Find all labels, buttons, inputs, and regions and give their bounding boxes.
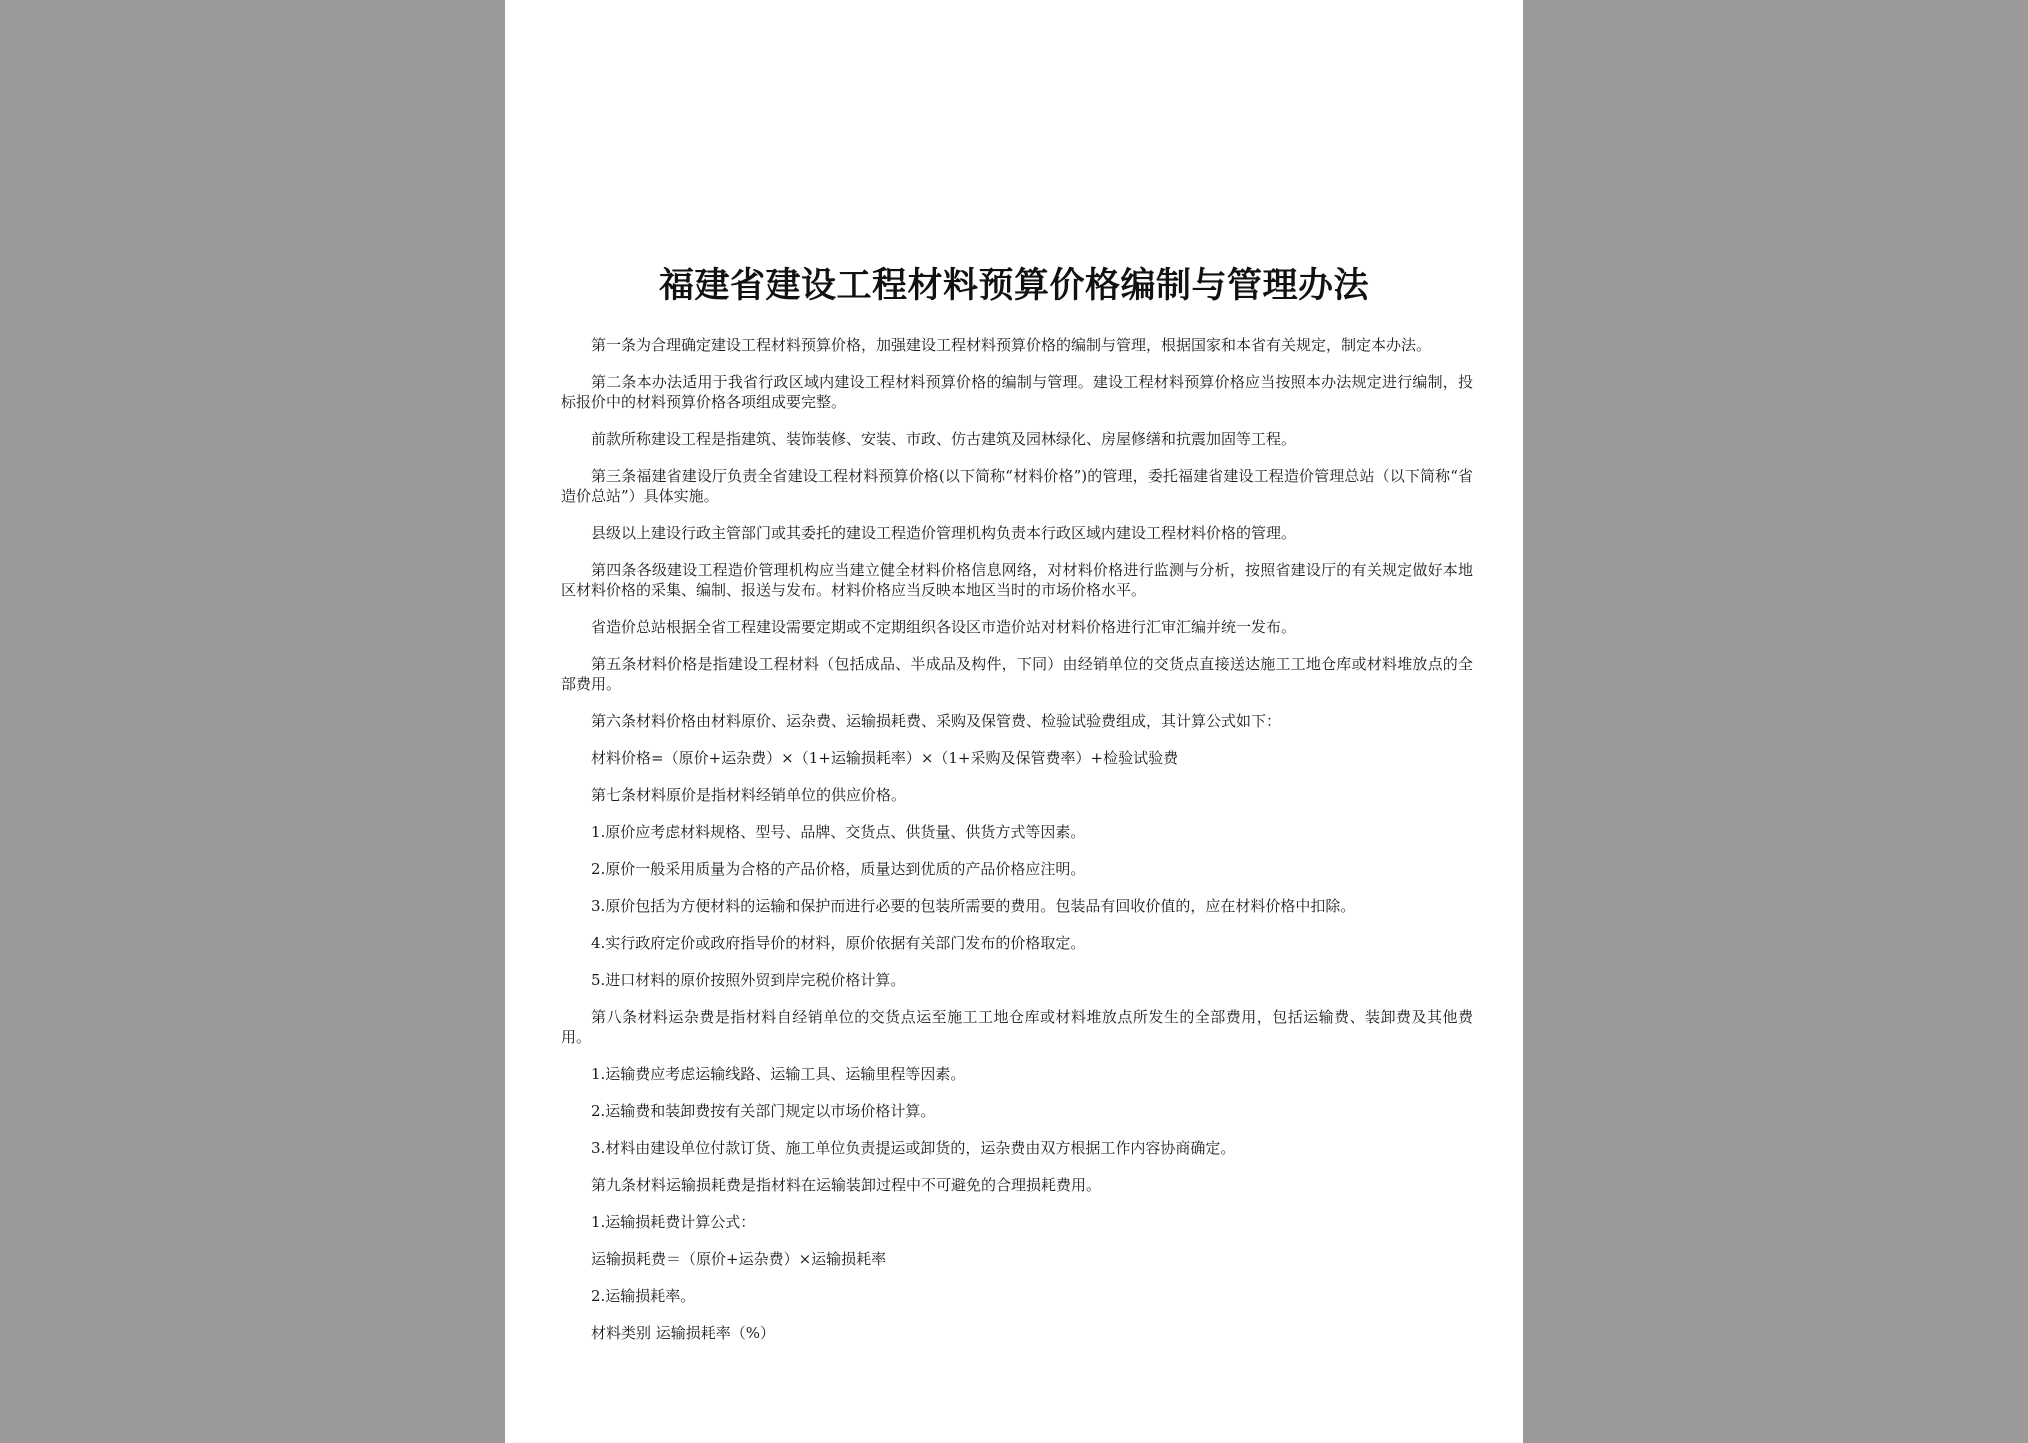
list-item: 1.原价应考虑材料规格、型号、品牌、交货点、供货量、供货方式等因素。 (591, 823, 1086, 841)
document-page (505, 0, 1523, 1443)
list-item: 1.运输损耗费计算公式： (591, 1213, 756, 1231)
table-header: 材料类别 运输损耗率（%） (591, 1324, 776, 1342)
paragraph: 第八条材料运杂费是指材料自经销单位的交货点运至施工工地仓库或材料堆放点所发生的全部费用，包括运输费、装卸费及其他费用。 (561, 1008, 1473, 1046)
list-item: 2.运输损耗率。 (591, 1287, 696, 1305)
list-item: 3.材料由建设单位付款订货、施工单位负责提运或卸货的，运杂费由双方根据工作内容协商确定。 (591, 1139, 1236, 1157)
paragraph: 第九条材料运输损耗费是指材料在运输装卸过程中不可避免的合理损耗费用。 (591, 1176, 1102, 1194)
paragraph: 第二条本办法适用于我省行政区域内建设工程材料预算价格的编制与管理。建设工程材料预算价格应当按照本办法规定进行编制，投标报价中的材料预算价格各项组成要完整。 (561, 373, 1473, 411)
paragraph: 第六条材料价格由材料原价、运杂费、运输损耗费、采购及保管费、检验试验费组成，其计算公式如下： (591, 712, 1282, 730)
paragraph: 第一条为合理确定建设工程材料预算价格，加强建设工程材料预算价格的编制与管理，根据国家和本省有关规定，制定本办法。 (591, 336, 1432, 354)
document-title: 福建省建设工程材料预算价格编制与管理办法 (658, 266, 1369, 306)
paragraph: 第四条各级建设工程造价管理机构应当建立健全材料价格信息网络，对材料价格进行监测与分析，按照省建设厅的有关规定做好本地区材料价格的采集、编制、报送与发布。材料价格应当反映本地区当时的市场价格水平。 (561, 561, 1473, 599)
formula: 运输损耗费＝（原价+运杂费）×运输损耗率 (591, 1250, 887, 1268)
list-item: 2.原价一般采用质量为合格的产品价格，质量达到优质的产品价格应注明。 (591, 860, 1086, 878)
list-item: 5.进口材料的原价按照外贸到岸完税价格计算。 (591, 971, 906, 989)
list-item: 4.实行政府定价或政府指导价的材料，原价依据有关部门发布的价格取定。 (591, 934, 1086, 952)
document-body (561, 335, 1473, 1360)
paragraph: 前款所称建设工程是指建筑、装饰装修、安装、市政、仿古建筑及园林绿化、房屋修缮和抗震加固等工程。 (591, 430, 1297, 448)
paragraph: 县级以上建设行政主管部门或其委托的建设工程造价管理机构负责本行政区域内建设工程材料价格的管理。 (591, 524, 1297, 542)
paragraph: 第五条材料价格是指建设工程材料（包括成品、半成品及构件，下同）由经销单位的交货点直接送达施工工地仓库或材料堆放点的全部费用。 (561, 655, 1473, 693)
list-item: 2.运输费和装卸费按有关部门规定以市场价格计算。 (591, 1102, 936, 1120)
list-item: 3.原价包括为方便材料的运输和保护而进行必要的包装所需要的费用。包装品有回收价值的，应在材料价格中扣除。 (591, 897, 1356, 915)
paragraph: 省造价总站根据全省工程建设需要定期或不定期组织各设区市造价站对材料价格进行汇审汇编并统一发布。 (591, 618, 1297, 636)
paragraph: 第三条福建省建设厅负责全省建设工程材料预算价格(以下简称“材料价格”)的管理，委托福建省建设工程造价管理总站（以下简称“省造价总站”）具体实施。 (561, 467, 1473, 505)
list-item: 1.运输费应考虑运输线路、运输工具、运输里程等因素。 (591, 1065, 966, 1083)
paragraph: 第七条材料原价是指材料经销单位的供应价格。 (591, 786, 907, 804)
formula: 材料价格=（原价+运杂费）×（1+运输损耗率）×（1+采购及保管费率）+检验试验费 (591, 749, 1179, 767)
